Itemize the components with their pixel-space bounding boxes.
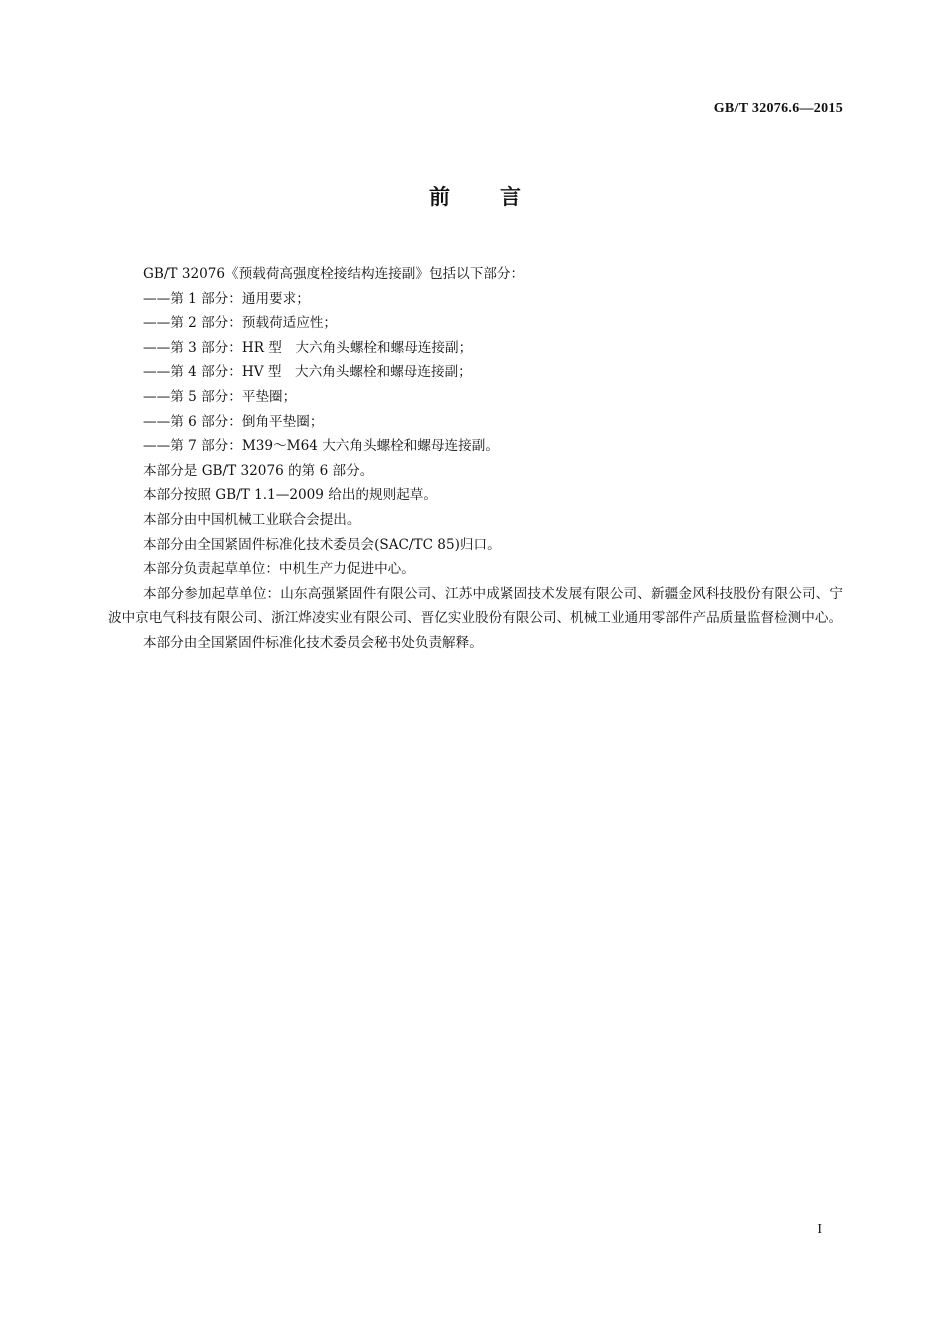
paragraph-intro: GB/T 32076《预载荷高强度栓接结构连接副》包括以下部分： — [143, 266, 525, 282]
title-char-2: 言 — [500, 185, 521, 209]
list-item-part-2: ——第 2 部分：预载荷适应性； — [143, 315, 338, 332]
paragraph-under-jurisdiction: 本部分由全国紧固件标准化技术委员会(SAC/TC 85)归口。 — [143, 536, 501, 553]
paragraph-part-statement: 本部分是 GB/T 32076 的第 6 部分。 — [143, 462, 374, 479]
title-char-1: 前 — [429, 185, 450, 209]
list-item-part-3: ——第 3 部分：HR 型 大六角头螺栓和螺母连接副； — [143, 339, 473, 356]
paragraph-responsible-drafter: 本部分负责起草单位：中机生产力促进中心。 — [143, 561, 415, 578]
page-number: I — [817, 1222, 822, 1237]
list-item-part-1: ——第 1 部分：通用要求； — [143, 290, 310, 307]
list-item-part-4: ——第 4 部分：HV 型 大六角头螺栓和螺母连接副； — [143, 364, 472, 381]
standard-code: GB/T 32076.6—2015 — [713, 101, 843, 116]
paragraph-participating-drafters: 本部分参加起草单位：山东高强紧固件有限公司、江苏中成紧固技术发展有限公司、新疆金风科技股份有限公司、宁波中京电气科技有限公司、浙江烨凌实业有限公司、晋亿实业股份有限公司、机械工业通用零部件产品质量监督检测中心。 — [108, 585, 843, 627]
list-item-part-5: ——第 5 部分：平垫圈； — [143, 388, 297, 405]
foreword-body — [108, 262, 843, 656]
list-item-part-7: ——第 7 部分：M39～M64 大六角头螺栓和螺母连接副。 — [143, 438, 499, 455]
list-item-part-6: ——第 6 部分：倒角平垫圈； — [143, 413, 324, 430]
page-title — [0, 181, 950, 211]
paragraph-drafting-rules: 本部分按照 GB/T 1.1—2009 给出的规则起草。 — [143, 487, 437, 504]
paragraph-proposed-by: 本部分由中国机械工业联合会提出。 — [143, 511, 361, 528]
paragraph-interpretation: 本部分由全国紧固件标准化技术委员会秘书处负责解释。 — [143, 634, 483, 651]
